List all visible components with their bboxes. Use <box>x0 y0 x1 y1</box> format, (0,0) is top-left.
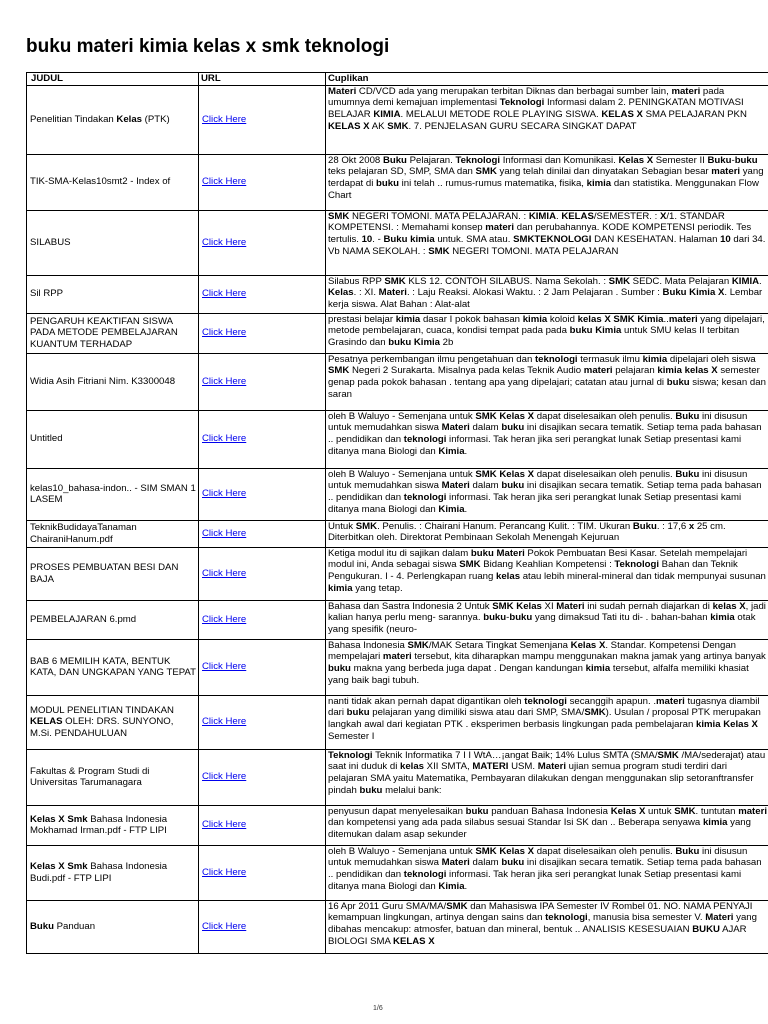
row-url-cell <box>199 695 326 749</box>
table-row <box>27 210 768 275</box>
row-url-cell <box>199 468 326 520</box>
click-here-link[interactable]: Click Here <box>202 327 247 339</box>
click-here-link[interactable]: Click Here <box>202 567 247 579</box>
row-snippet: Untuk SMK. Penulis. : Chairani Hanum. Perancang Kulit. : TIM. Ukuran Buku. : 17,6 x 25 cm. Diterbitkan oleh. Direktorat Pembinaan Sekolah Menengah Kejuruan <box>326 520 768 547</box>
click-here-link[interactable]: Click Here <box>202 433 247 445</box>
table-row <box>27 900 768 953</box>
table-row <box>27 805 768 845</box>
row-snippet: SMK NEGERI TOMONI. MATA PELAJARAN. : KIMIA. KELAS/SEMESTER. : X/1. STANDAR KOMPETENSI. : Memahami konsep materi dan perubahannya. KODE KOMPETENSI periodik. Tes tertulis. 10. - Buku kimia untuk. SMA atau. SMKTEKNOLOGI DAN KESEHATAN. Halaman 10 dari 34. Vb NAMA SEKOLAH. : SMK NEGERI TOMONI. MATA PELAJARAN <box>326 210 768 275</box>
click-here-link[interactable]: Click Here <box>202 113 247 125</box>
table-row <box>27 313 768 353</box>
table-row <box>27 520 768 547</box>
row-title: Buku Panduan <box>27 900 199 953</box>
table-row <box>27 85 768 154</box>
row-snippet: Silabus RPP SMK KLS 12. CONTOH SILABUS. Nama Sekolah. : SMK SEDC. Mata Pelajaran KIMIA. Kelas. : XI. Materi. : Laju Reaksi. Alokasi Waktu. : 2 Jam Pelajaran . Sumber : Buku Kimia X. Lembar kerja siswa. Alat Bahan : Alat-alat <box>326 275 768 313</box>
row-snippet: Bahasa Indonesia SMK/MAK Setara Tingkat Semenjana Kelas X. Standar. Kompetensi Dengan mempelajari materi tersebut, kita diharapkan mampu menggunakan makna jamak yang artinya banyak buku makna yang berbeda juga dapat . Dengan kandungan kimia tersebut, alfalfa memiliki khasiat yang baik bagi tubuh. <box>326 639 768 695</box>
row-title: Fakultas & Program Studi di Universitas Tarumanagara <box>27 749 199 805</box>
column-header-cuplikan: Cuplikan <box>326 73 768 86</box>
row-url-cell <box>199 749 326 805</box>
table-header-row <box>27 73 768 86</box>
row-url-cell <box>199 600 326 639</box>
row-title: TIK-SMA-Kelas10smt2 - Index of <box>27 154 199 210</box>
row-title: Untitled <box>27 410 199 468</box>
click-here-link[interactable]: Click Here <box>202 771 247 783</box>
table-row <box>27 547 768 600</box>
click-here-link[interactable]: Click Here <box>202 488 247 500</box>
table-row <box>27 275 768 313</box>
row-url-cell <box>199 639 326 695</box>
row-url-cell <box>199 275 326 313</box>
column-header-judul: JUDUL <box>27 73 199 86</box>
row-title: Kelas X Smk Bahasa Indonesia Budi.pdf - FTP LIPI <box>27 845 199 900</box>
row-title: Kelas X Smk Bahasa Indonesia Mokhamad Irman.pdf - FTP LIPI <box>27 805 199 845</box>
row-snippet: penyusun dapat menyelesaikan buku panduan Bahasa Indonesia Kelas X untuk SMK. tuntutan materi dan kompetensi yang ada pada silabus sesuai Standar Isi SK dan .. Beberapa senyawa kimia yang ditemukan dalam asap sekunder <box>326 805 768 845</box>
row-title: kelas10_bahasa-indon.. - SIM SMAN 1 LASEM <box>27 468 199 520</box>
row-url-cell <box>199 520 326 547</box>
table-row <box>27 695 768 749</box>
click-here-link[interactable]: Click Here <box>202 819 247 831</box>
table-row <box>27 353 768 410</box>
click-here-link[interactable]: Click Here <box>202 527 247 539</box>
row-url-cell <box>199 313 326 353</box>
row-url-cell <box>199 210 326 275</box>
row-snippet: 28 Okt 2008 Buku Pelajaran. Teknologi Informasi dan Komunikasi. Kelas X Semester II Buku-buku teks pelajaran SD, SMP, SMA dan SMK yang telah dinilai dan dinyatakan Sebagian besar materi yang terdapat di buku ini telah .. rumus-rumus matematika, fisika, kimia dan statistika. Menggunakan Flow Chart <box>326 154 768 210</box>
click-here-link[interactable]: Click Here <box>202 375 247 387</box>
row-title: BAB 6 MEMILIH KATA, BENTUK KATA, DAN UNGKAPAN YANG TEPAT <box>27 639 199 695</box>
row-snippet: Teknologi Teknik Informatika 7 I I WtA…¡angat Baik; 14% Lulus SMTA (SMA/SMK /MA/sederajat) atau saat ini duduk di kelas XII SMTA, MATERI USM. Materi ujian semua program studi terdiri dari pelajaran SMA yaitu Matematika, Pembayaran dilakukan dengan menggunakan slip setoranftransfer pindah buku melalui bank: <box>326 749 768 805</box>
row-url-cell <box>199 85 326 154</box>
row-snippet: oleh B Waluyo - Semenjana untuk SMK Kelas X dapat diselesaikan oleh penulis. Buku ini disusun untuk memudahkan siswa Materi dalam buku ini disajikan secara tematik. Setiap tema pada bahasan .. pendidikan dan teknologi informasi. Tak heran jika seri perangkat lunak Setiap presentasi kami ditanya mana Biologi dan Kimia. <box>326 845 768 900</box>
table-row <box>27 600 768 639</box>
table-row <box>27 468 768 520</box>
row-snippet: Ketiga modul itu di sajikan dalam buku Materi Pokok Pembuatan Besi Kasar. Setelah mempelajari modul ini, Anda sebagai siswa SMK Bidang Keahlian Kompetensi : Teknologi Bahan dan Teknik Pengukuran. I - 4. Perlengkapan ruang kelas atau lebih mineral-mineral dan tidak mempunyai susunan kimia yang tetap. <box>326 547 768 600</box>
click-here-link[interactable]: Click Here <box>202 288 247 300</box>
row-url-cell <box>199 154 326 210</box>
row-title: PROSES PEMBUATAN BESI DAN BAJA <box>27 547 199 600</box>
table-row <box>27 845 768 900</box>
click-here-link[interactable]: Click Here <box>202 661 247 673</box>
table-row <box>27 154 768 210</box>
row-title: PENGARUH KEAKTIFAN SISWA PADA METODE PEMBELAJARAN KUANTUM TERHADAP <box>27 313 199 353</box>
row-url-cell <box>199 845 326 900</box>
row-snippet: nanti tidak akan pernah dapat digantikan oleh teknologi secanggih apapun. .materi tugasnya diambil dari buku pelajaran yang dimiliki siswa atau dari SMP, SMA/SMK). Usulan / proposal PTK merupakan langkah awal dari kegiatan PTK . eksperimen berbasis lingkungan pada pembelajaran kimia Kelas X Semester I <box>326 695 768 749</box>
table-row <box>27 410 768 468</box>
row-url-cell <box>199 353 326 410</box>
row-snippet: oleh B Waluyo - Semenjana untuk SMK Kelas X dapat diselesaikan oleh penulis. Buku ini disusun untuk memudahkan siswa Materi dalam buku ini disajikan secara tematik. Setiap tema pada bahasan .. pendidikan dan teknologi informasi. Tak heran jika seri perangkat lunak Setiap presentasi kami ditanya mana Biologi dan Kimia. <box>326 410 768 468</box>
row-title: MODUL PENELITIAN TINDAKAN KELAS OLEH: DRS. SUNYONO, M.Si. PENDAHULUAN <box>27 695 199 749</box>
column-header-url: URL <box>199 73 326 86</box>
row-url-cell <box>199 410 326 468</box>
row-title: TeknikBudidayaTanaman ChairaniHanum.pdf <box>27 520 199 547</box>
table-row <box>27 749 768 805</box>
results-table <box>26 72 768 954</box>
row-url-cell <box>199 900 326 953</box>
click-here-link[interactable]: Click Here <box>202 236 247 248</box>
row-url-cell <box>199 547 326 600</box>
row-title: Widia Asih Fitriani Nim. K3300048 <box>27 353 199 410</box>
row-snippet: 16 Apr 2011 Guru SMA/MA/SMK dan Mahasiswa IPA Semester IV Rombel 01. NO. NAMA PENYAJI kemampuan lingkungan, artinya dengan sains dan teknologi, manusia bisa semester V. Materi yang dibahas mencakup: atmosfer, batuan dan mineral, bentuk .. ANALISIS KESESUAIAN BUKU AJAR BIOLOGI SMA KELAS X <box>326 900 768 953</box>
row-url-cell <box>199 805 326 845</box>
row-title: Penelitian Tindakan Kelas (PTK) <box>27 85 199 154</box>
row-snippet: Bahasa dan Sastra Indonesia 2 Untuk SMK Kelas XI Materi ini sudah pernah diajarkan di kelas X, jadi kalian hanya perlu meng- sarannya. buku-buku yang dimaksud Tati itu di- . bahan-bahan kimia otak yang spesifik (neuro- <box>326 600 768 639</box>
row-snippet: Pesatnya perkembangan ilmu pengetahuan dan teknologi termasuk ilmu kimia dipelajari oleh siswa SMK Negeri 2 Surakarta. Misalnya pada kelas Teknik Audio materi pelajaran kimia kelas X semester genap pada pokok bahasan . tentang apa yang dipelajari; catatan atau jurnal di buku siswa; kesan dan saran <box>326 353 768 410</box>
page-number: 1/6 <box>373 1005 383 1012</box>
click-here-link[interactable]: Click Here <box>202 716 247 728</box>
row-snippet: oleh B Waluyo - Semenjana untuk SMK Kelas X dapat diselesaikan oleh penulis. Buku ini disusun untuk memudahkan siswa Materi dalam buku ini disajikan secara tematik. Setiap tema pada bahasan .. pendidikan dan teknologi informasi. Tak heran jika seri perangkat lunak Setiap presentasi kami ditanya mana Biologi dan Kimia. <box>326 468 768 520</box>
click-here-link[interactable]: Click Here <box>202 613 247 625</box>
row-title: SILABUS <box>27 210 199 275</box>
table-row <box>27 639 768 695</box>
row-snippet: Materi CD/VCD ada yang merupakan terbitan Diknas dan berbagai sumber lain, materi pada umumnya demi kemajuan implementasi Teknologi Informasi dalam 2. PENINGKATAN MOTIVASI BELAJAR KIMIA. MELALUI METODE ROLE PLAYING SISWA. KELAS X SMA PELAJARAN PKN KELAS X AK SMK. 7. PENJELASAN GURU SECARA SINGKAT DAPAT <box>326 85 768 154</box>
row-snippet: prestasi belajar kimia dasar I pokok bahasan kimia koloid kelas X SMK Kimia..materi yang dipelajari, metode pembelajaran, cuaca, kondisi tempat pada pada buku Kimia untuk SMU kelas II terbitan Grasindo dan buku Kimia 2b <box>326 313 768 353</box>
row-title: PEMBELAJARAN 6.pmd <box>27 600 199 639</box>
page-title: buku materi kimia kelas x smk teknologi <box>26 36 390 57</box>
click-here-link[interactable]: Click Here <box>202 920 247 932</box>
row-title: Sil RPP <box>27 275 199 313</box>
click-here-link[interactable]: Click Here <box>202 866 247 878</box>
click-here-link[interactable]: Click Here <box>202 176 247 188</box>
